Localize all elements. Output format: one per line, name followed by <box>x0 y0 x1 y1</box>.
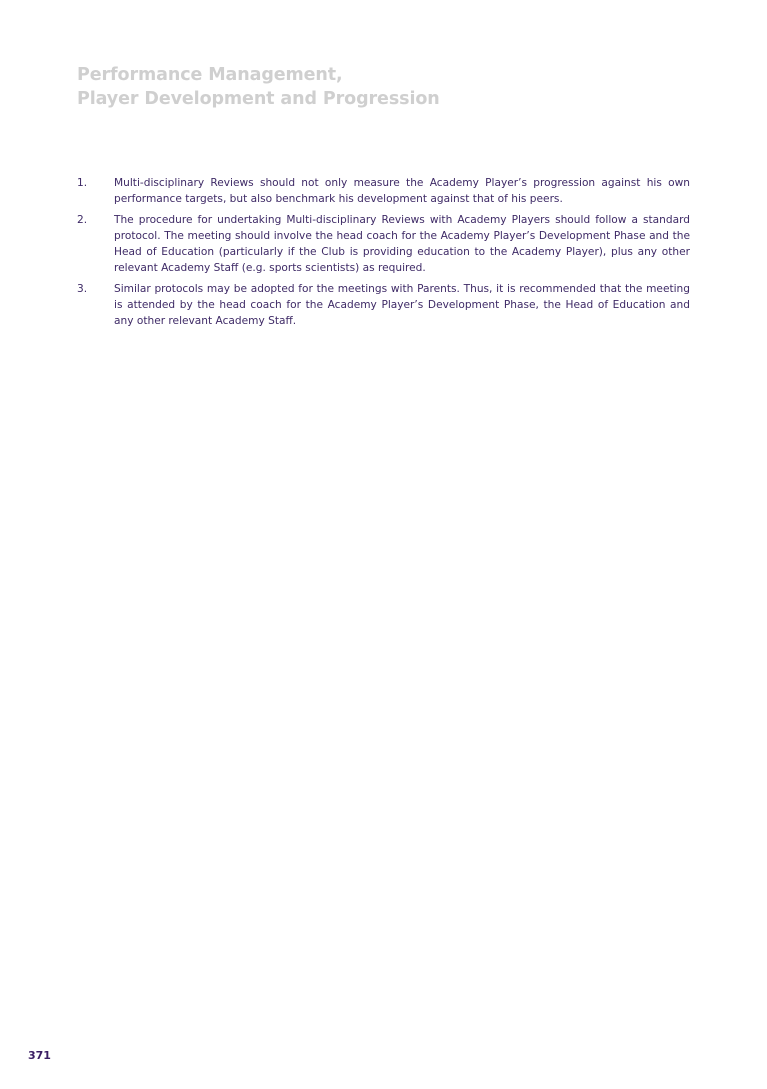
list-item-text: Multi-disciplinary Reviews should not only measure the Academy Player’s progression against his own performance targets, but also benchmark his development against that of his peers. <box>114 177 690 205</box>
list-item-text: Similar protocols may be adopted for the meetings with Parents. Thus, it is recommended that the meeting is attended by the head coach for the Academy Player’s Development Phase, the Head of Education and any other relevant Academy Staff. <box>114 283 690 327</box>
list-item <box>77 281 690 329</box>
list-item-number: 1. <box>77 177 88 189</box>
page-title-line-1: Performance Management, <box>77 65 343 85</box>
page-number: 371 <box>28 1049 51 1062</box>
page-title-line-2: Player Development and Progression <box>77 89 440 109</box>
list-item-text: The procedure for undertaking Multi-disciplinary Reviews with Academy Players should follow a standard protocol. The meeting should involve the head coach for the Academy Player’s Development Phase and the Head of Education (particularly if the Club is providing education to the Academy Player), plus any other relevant Academy Staff (e.g. sports scientists) as required. <box>114 214 690 274</box>
list-item <box>77 175 690 207</box>
numbered-list <box>77 175 690 334</box>
list-item-number: 2. <box>77 214 88 226</box>
page-title <box>77 63 597 111</box>
list-item-number: 3. <box>77 283 88 295</box>
list-item <box>77 212 690 276</box>
